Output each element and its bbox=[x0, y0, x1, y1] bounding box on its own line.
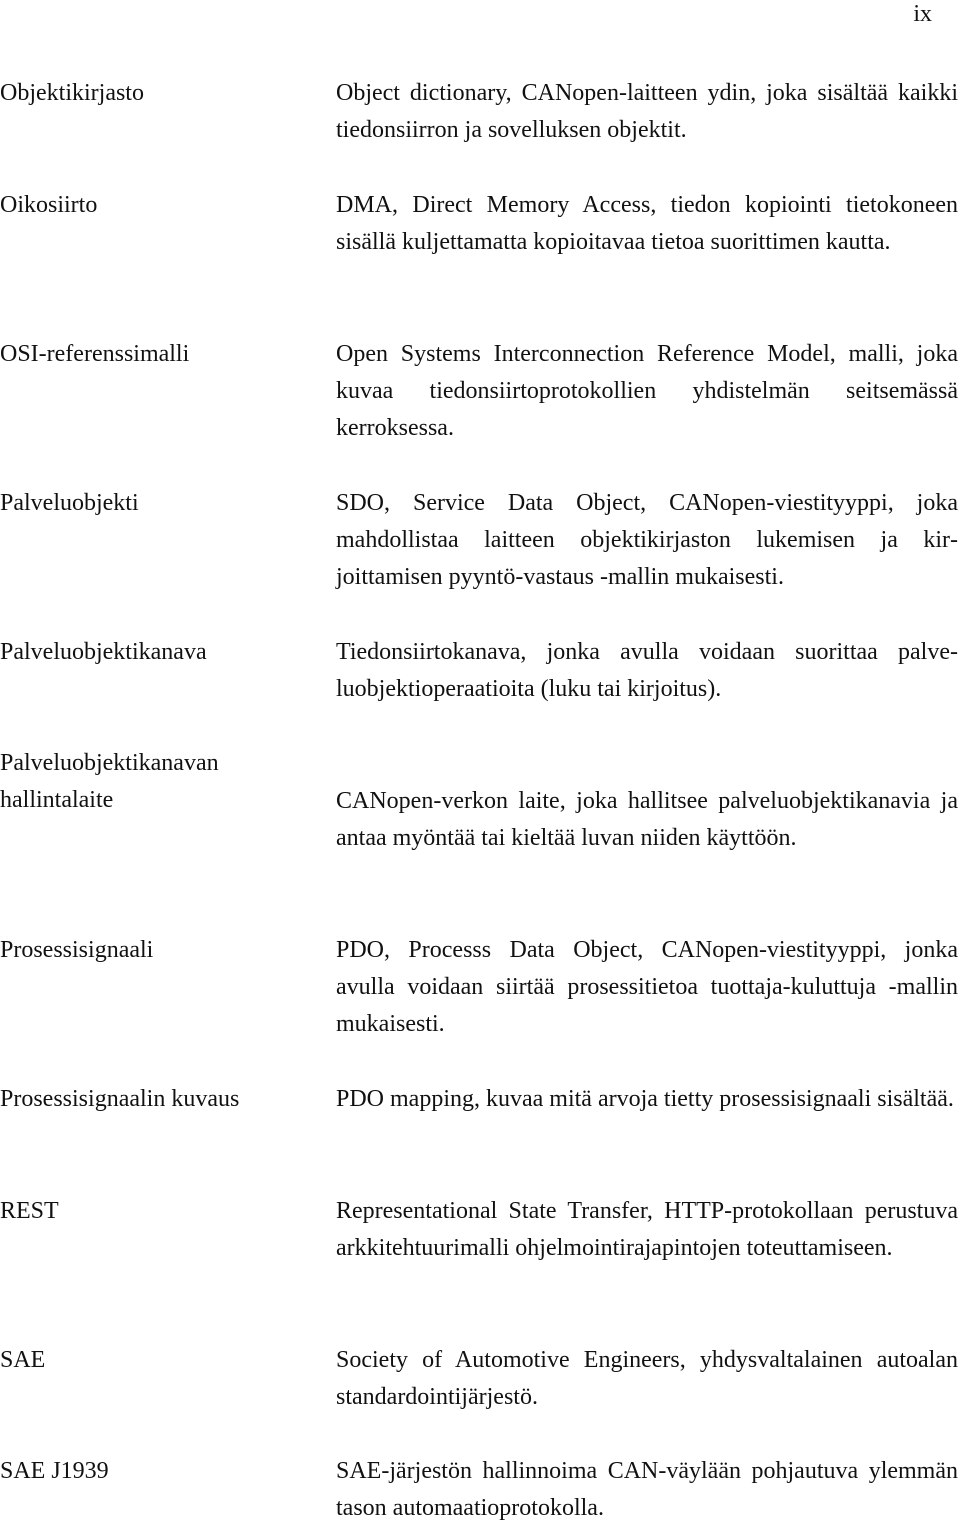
glossary-term: Oikosiirto bbox=[0, 192, 98, 218]
glossary-term: SAE J1939 bbox=[0, 1458, 109, 1484]
glossary-definition: CANopen-verkon laite, joka hallitsee palveluobjektikanavia ja antaa myöntää tai kieltää luvan niiden käyttöön. bbox=[336, 788, 958, 851]
glossary-definition: DMA, Direct Memory Access, tiedon kopiointi tietokoneen sisällä kuljettamatta kopioitavaa tietoa suorittimen kautta. bbox=[336, 192, 958, 255]
glossary-term: Objektikirjasto bbox=[0, 80, 144, 106]
glossary-term: Palveluobjektikanavan hallintalaite bbox=[0, 750, 219, 813]
glossary-definition: Open Systems Interconnection Reference Model, malli, joka kuvaa tiedonsiirtoprotokollien yhdistelmän seitsemässä kerroksessa. bbox=[336, 341, 958, 441]
page-number: ix bbox=[913, 1, 932, 27]
glossary-definition: SDO, Service Data Object, CANopen-viestityyppi, joka mahdollistaa laitteen objektikirjaston lukemisen ja kirjoittamisen pyyntö-vastaus -mallin mukaisesti. bbox=[336, 490, 958, 590]
glossary-term: SAE bbox=[0, 1347, 46, 1373]
glossary-definition: Object dictionary, CANopen-laitteen ydin, joka sisältää kaikki tiedonsiirron ja sovelluksen objektit. bbox=[336, 80, 958, 143]
glossary-term: REST bbox=[0, 1198, 59, 1224]
glossary-definition: Representational State Transfer, HTTP-protokollaan perustuva arkkitehtuurimalli ohjelmointirajapintojen toteuttamiseen. bbox=[336, 1198, 958, 1261]
glossary-term: OSI-referenssimalli bbox=[0, 341, 190, 367]
glossary-term: Palveluobjekti bbox=[0, 490, 139, 516]
glossary-definition: Tiedonsiirtokanava, jonka avulla voidaan suorittaa palveluobjektioperaatioita (luku tai kirjoitus). bbox=[336, 639, 958, 702]
glossary-term: Palveluobjektikanava bbox=[0, 639, 207, 665]
glossary-definition: Society of Automotive Engineers, yhdysvaltalainen autoalan standardointijärjestö. bbox=[336, 1347, 958, 1410]
glossary-definition: PDO, Processs Data Object, CANopen-viestityyppi, jonka avulla voidaan siirtää prosessitietoa tuottaja-kuluttuja -mallin mukaisesti. bbox=[336, 937, 958, 1037]
glossary-term: Prosessisignaali bbox=[0, 937, 154, 963]
glossary-definition: SAE-järjestön hallinnoima CAN-väylään pohjautuva ylemmän tason automaatioprotokolla. bbox=[336, 1458, 958, 1521]
glossary-definition: PDO mapping, kuvaa mitä arvoja tietty prosessisignaali sisältää. bbox=[336, 1086, 954, 1112]
glossary-term: Prosessisignaalin kuvaus bbox=[0, 1086, 240, 1112]
